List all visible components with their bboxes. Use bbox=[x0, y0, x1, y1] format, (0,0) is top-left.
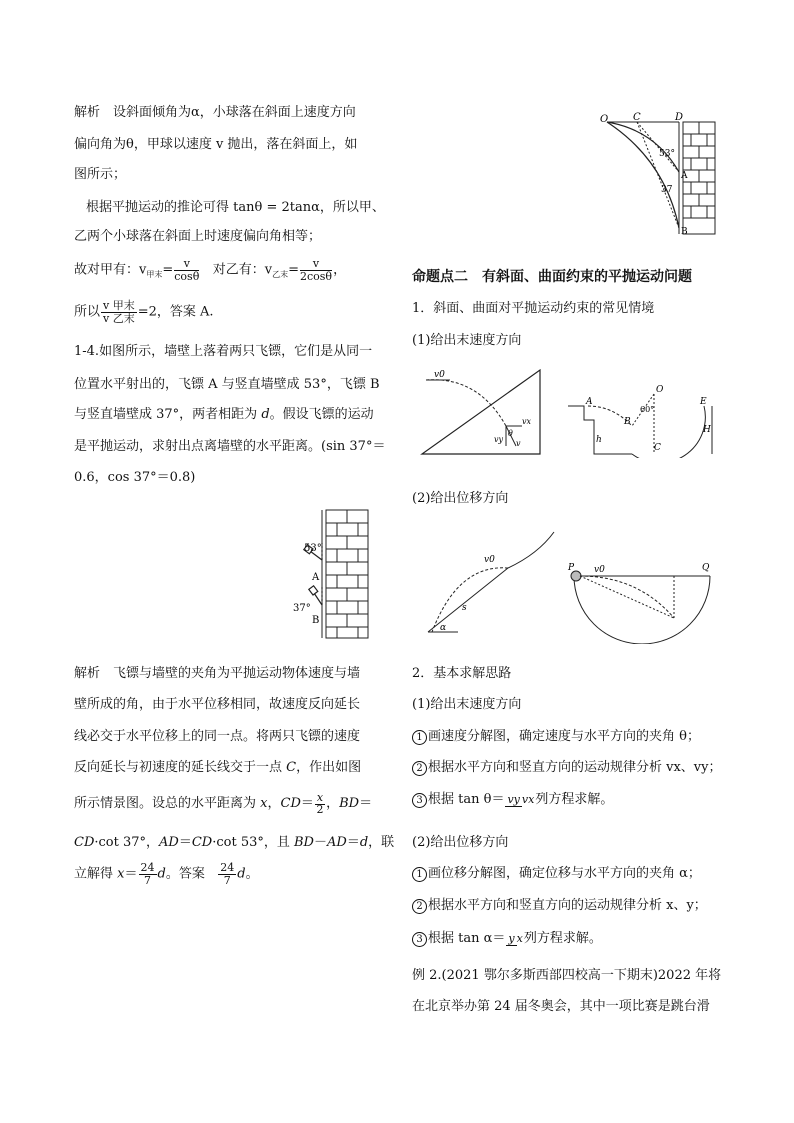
l6-cd: CD bbox=[74, 835, 95, 850]
label-b: B bbox=[624, 417, 631, 427]
velocity-direction-figure bbox=[418, 366, 718, 458]
v0-label: v0 bbox=[434, 370, 445, 380]
dart-wall-figure bbox=[288, 505, 378, 640]
frac-num-2: v bbox=[300, 258, 332, 271]
problem-line-1: 1-4.如图所示，墙壁上落着两只飞镖，它们是从同一 bbox=[74, 344, 373, 359]
eq-jia-label: 故对甲有：v bbox=[74, 262, 147, 278]
l6e: ·cot 53°，且 bbox=[212, 835, 294, 850]
r-p1: 1．斜面、曲面对平抛运动约束的常见情境 bbox=[412, 301, 655, 316]
tan-alpha-frac bbox=[506, 933, 522, 945]
fraction-yi bbox=[300, 258, 332, 282]
section-heading: 命题点二 有斜面、曲面约束的平抛运动问题 bbox=[412, 269, 692, 285]
s-label: s bbox=[462, 603, 467, 613]
example-line-2: 在北京举办第 24 届冬奥会，其中一项比赛是跳台滑 bbox=[412, 999, 710, 1014]
analysis-2-line-4 bbox=[74, 761, 361, 774]
top-right-figure bbox=[595, 110, 720, 240]
disp-step-2 bbox=[412, 899, 707, 914]
analysis-2-line-5 bbox=[74, 792, 372, 815]
l7a: 立解得 bbox=[74, 866, 118, 882]
label-e: E bbox=[700, 397, 707, 407]
v0-label-3: v0 bbox=[594, 565, 605, 575]
analysis-1-line-1: 解析 设斜面倾角为α，小球落在斜面上速度方向 bbox=[74, 105, 356, 120]
l6-cd2: CD bbox=[191, 835, 213, 850]
disp-step-3a: 根据 tan α＝ bbox=[428, 931, 506, 946]
r-p2: 2．基本求解思路 bbox=[412, 666, 512, 681]
problem-line-2: 位置水平射出的，飞镖 A 与竖直墙壁成 53°，飞镖 B bbox=[74, 377, 380, 392]
ratio-fraction bbox=[101, 300, 137, 324]
step-1-text: 画速度分解图，确定速度与水平方向的夹角 θ； bbox=[428, 729, 700, 744]
point-a: A bbox=[681, 171, 688, 181]
problem-line-4: 是平抛运动，求射出点离墙壁的水平距离。(sin 37°＝ bbox=[74, 439, 386, 454]
sol-den: 7 bbox=[144, 873, 151, 887]
point-b-label: B bbox=[312, 615, 320, 626]
displacement-direction-figure bbox=[418, 524, 718, 644]
frac-den: cosθ bbox=[174, 269, 200, 283]
brick-wall bbox=[322, 510, 368, 638]
example-line-1: 例 2.(2021 鄂尔多斯西部四校高一下期末)2022 年将 bbox=[412, 968, 722, 983]
ta-num: y bbox=[508, 931, 515, 945]
label-o: O bbox=[656, 385, 664, 395]
vy-label: vy bbox=[494, 435, 504, 444]
p3a: 与竖直墙壁成 37°，两者相距为 bbox=[74, 407, 262, 422]
circle-6: 3 bbox=[412, 932, 427, 947]
l5-eq2: ＝ bbox=[359, 796, 373, 812]
angle-37: 37 bbox=[661, 185, 673, 195]
l5c: ， bbox=[326, 796, 340, 812]
angle-53: 53° bbox=[659, 149, 675, 159]
label-60: 60° bbox=[640, 405, 655, 414]
l6-d: d bbox=[359, 835, 369, 850]
r-p1-2: (2)给出位移方向 bbox=[412, 491, 509, 506]
step-2-text: 根据水平方向和竖直方向的运动规律分析 vx、vy； bbox=[428, 760, 722, 775]
l5-eq: ＝ bbox=[300, 796, 314, 812]
l5a: 所示情景图。设总的水平距离为 bbox=[74, 796, 261, 812]
circle-3: 3 bbox=[412, 793, 427, 808]
x2-num: x bbox=[316, 791, 324, 804]
l6c: ＝ bbox=[178, 835, 192, 850]
analysis-2-line-7: 立解得 x＝ $\frac{24}{7}$ d。答案 $\frac{24}{7}$ d。 bbox=[74, 861, 259, 887]
theta-label: θ bbox=[508, 429, 513, 438]
l6-ad2: AD bbox=[327, 835, 347, 850]
l4a: 反向延长与初速度的延长线交于一点 bbox=[74, 760, 287, 775]
point-b: B bbox=[681, 227, 688, 237]
eq-sign: = bbox=[162, 262, 174, 278]
analysis-1-line-2: 偏向角为θ，甲球以速度 v 抛出，落在斜面上，如 bbox=[74, 137, 358, 152]
disp-step-1 bbox=[412, 867, 701, 882]
circle-5: 2 bbox=[412, 899, 427, 914]
step-2 bbox=[412, 761, 722, 776]
l4b: ，作出如图 bbox=[296, 760, 362, 775]
tt-den: vx bbox=[521, 792, 535, 806]
angle-37-label: 37° bbox=[293, 603, 311, 614]
angle-53-label: 53° bbox=[304, 543, 322, 554]
label-h-small: h bbox=[596, 435, 602, 445]
eq-yi-label: 对乙有：v bbox=[212, 262, 273, 278]
l6b: ·cot 37°， bbox=[94, 835, 160, 850]
step-1 bbox=[412, 730, 700, 745]
l7-period: 。 bbox=[245, 866, 259, 882]
vx-label: vx bbox=[522, 417, 532, 426]
circle-4: 1 bbox=[412, 867, 427, 882]
disp-step-3b: 列方程求解。 bbox=[523, 931, 602, 946]
l6-eqd: ＝ bbox=[346, 835, 360, 850]
label-a: A bbox=[586, 397, 593, 407]
x2-den: 2 bbox=[316, 802, 324, 816]
p-label: P bbox=[568, 563, 575, 573]
tt-num: vy bbox=[507, 792, 520, 806]
analysis-2-line-1: 解析 飞镖与墙壁的夹角为平抛运动物体速度与墙 bbox=[74, 666, 361, 681]
l7-x: x bbox=[117, 866, 125, 882]
ratio-line bbox=[74, 300, 214, 324]
step-3a: 根据 tan θ＝ bbox=[428, 792, 505, 807]
ratio-num: v 甲末 bbox=[103, 299, 135, 312]
analysis-2-line-2: 壁所成的角，由于水平位移相同，故速度反向延长 bbox=[74, 697, 361, 712]
problem-line-5: 0.6，cos 37°＝0.8) bbox=[74, 470, 196, 485]
circle-2: 2 bbox=[412, 761, 427, 776]
label-c: C bbox=[654, 443, 661, 453]
point-o: O bbox=[600, 114, 609, 125]
l5-cd: CD bbox=[280, 796, 301, 812]
fraction-jia bbox=[174, 258, 199, 282]
l7-d: d bbox=[157, 866, 166, 882]
answer-fraction bbox=[218, 862, 236, 886]
sub-jia: 甲末 bbox=[146, 270, 163, 280]
r-p2-2: (2)给出位移方向 bbox=[412, 835, 509, 850]
ratio-den: v 乙末 bbox=[103, 311, 135, 325]
analysis-1-line-5: 乙两个小球落在斜面上时速度偏向角相等； bbox=[74, 229, 322, 244]
solution-fraction bbox=[139, 862, 157, 886]
sol-num: 24 bbox=[140, 861, 155, 874]
ans-num: 24 bbox=[220, 861, 235, 874]
l4-c: C bbox=[286, 760, 297, 775]
point-c: C bbox=[633, 112, 641, 123]
l5-x: x bbox=[260, 796, 268, 812]
disp-step-3 bbox=[412, 932, 602, 947]
p3b: 。假设飞镖的运动 bbox=[269, 407, 374, 422]
analysis-2-line-3: 线必交于水平位移上的同一点。将两只飞镖的速度 bbox=[74, 729, 361, 744]
ratio-result: =2，答案 A. bbox=[137, 304, 214, 320]
problem-line-3 bbox=[74, 408, 374, 421]
analysis-2-line-6 bbox=[74, 836, 394, 849]
ta-den: x bbox=[516, 931, 523, 945]
ans-den: 7 bbox=[223, 873, 231, 887]
tan-theta-frac bbox=[505, 794, 534, 806]
l7-d3: d bbox=[237, 866, 246, 882]
p3-d: d bbox=[261, 407, 270, 422]
dart-b bbox=[309, 586, 322, 605]
v0-label-2: v0 bbox=[484, 555, 495, 565]
frac-den-2: 2cosθ bbox=[300, 269, 333, 283]
equation-jia-yi: 故对甲有：$v_{甲末}=$ $\frac{v}{\cos\theta}$ 对乙有：$v_{乙末}=$ $\frac{v}{2\cos\theta}$ ， bbox=[74, 257, 347, 283]
l6-bd: BD bbox=[294, 835, 314, 850]
l6f: ，联 bbox=[368, 835, 395, 850]
sub-yi: 乙末 bbox=[272, 270, 289, 280]
r-p2-1: (1)给出末速度方向 bbox=[412, 697, 522, 712]
l6-minus: － bbox=[313, 835, 327, 850]
label-h: H bbox=[703, 425, 711, 435]
analysis-1-line-4: 根据平抛运动的推论可得 tanθ = 2tanα，所以甲、 bbox=[86, 200, 385, 215]
v-label: v bbox=[516, 439, 521, 448]
alpha-label: α bbox=[440, 623, 447, 633]
q-label: Q bbox=[702, 563, 710, 573]
disp-step-2-text: 根据水平方向和竖直方向的运动规律分析 x、y； bbox=[428, 898, 707, 913]
eq-sign-2: = bbox=[288, 262, 299, 278]
l6-ad: AD bbox=[159, 835, 179, 850]
l7b: 。答案 bbox=[165, 866, 205, 882]
l5-bd: BD bbox=[339, 796, 360, 812]
circle-1: 1 bbox=[412, 730, 427, 745]
x-over-2 bbox=[315, 792, 325, 815]
point-a-label: A bbox=[312, 572, 320, 583]
point-d: D bbox=[675, 112, 684, 123]
l5b: ， bbox=[267, 796, 281, 812]
so-label: 所以 bbox=[74, 304, 101, 320]
r-p1-1: (1)给出末速度方向 bbox=[412, 333, 522, 348]
step-3 bbox=[412, 793, 613, 808]
frac-num: v bbox=[174, 258, 199, 271]
step-3b: 列方程求解。 bbox=[535, 792, 614, 807]
disp-step-1-text: 画位移分解图，确定位移与水平方向的夹角 α； bbox=[428, 866, 701, 881]
analysis-1-line-3: 图所示； bbox=[74, 167, 127, 182]
